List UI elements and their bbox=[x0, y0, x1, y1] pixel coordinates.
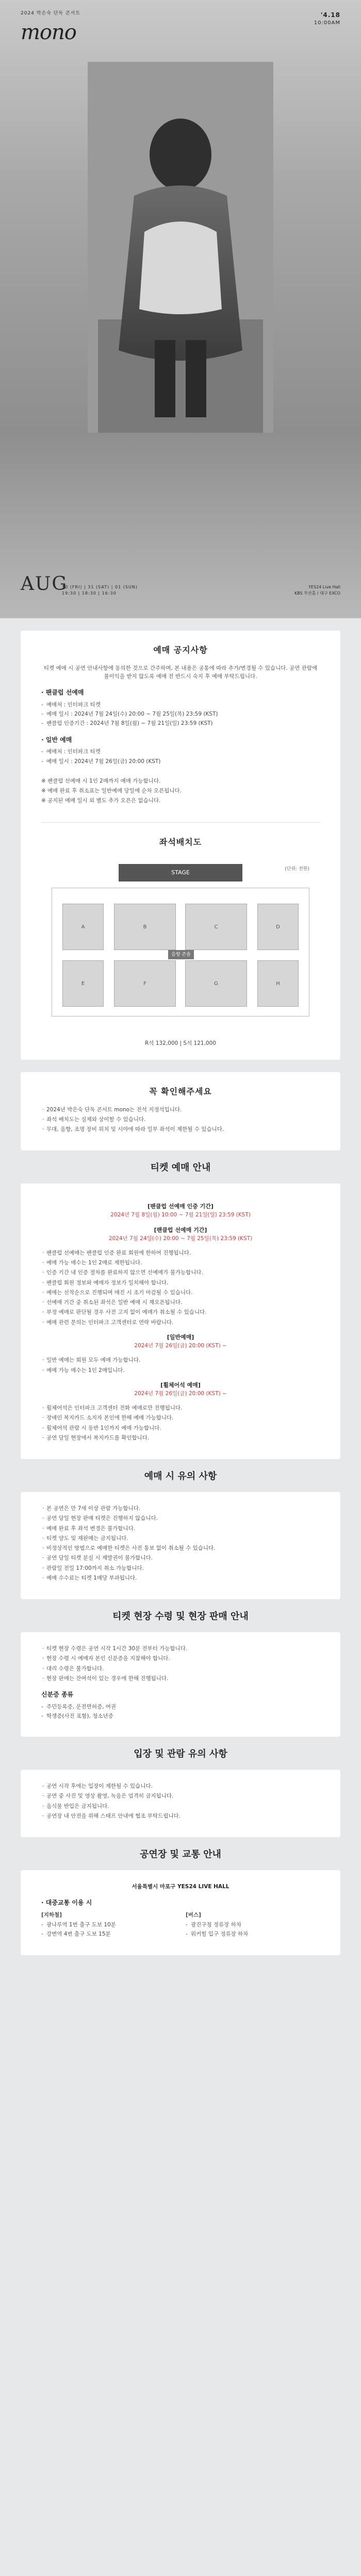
list-item: · 현장 수령 시 예매자 본인 신분증을 지참해야 합니다. bbox=[41, 1654, 320, 1663]
notice-title: 예매 공지사항 bbox=[153, 645, 208, 655]
list-item: · 대리 수령은 불가합니다. bbox=[41, 1665, 320, 1673]
list-item: - 주민등록증, 운전면허증, 여권 bbox=[41, 1703, 320, 1711]
seat-block[interactable]: A bbox=[62, 904, 104, 950]
subway-heading: [지하철] bbox=[41, 1911, 62, 1918]
entry-box bbox=[21, 1770, 340, 1837]
list-item: - 예매처 : 인터파크 티켓 bbox=[41, 701, 320, 709]
fc-auth-period: [팬클럽 선예매 인증 기간] 2024년 7월 8일(월) 10:00 ~ 7월 21일(일) 23:59 (KST) bbox=[110, 1203, 251, 1218]
list-item: · 휠체어석은 인터파크 고객센터 전화 예매로만 진행됩니다. bbox=[41, 1404, 320, 1412]
list-item: · 공연장 내 안전을 위해 스태프 안내에 협조 부탁드립니다. bbox=[41, 1812, 320, 1820]
list-item: - 광나루역 1번 출구 도보 10분 bbox=[41, 1921, 175, 1929]
notice-intro: 티켓 예매 시 공연 안내사항에 동의한 것으로 간주하며, 본 내용은 공통에 따라 추가/변경될 수 있습니다. 공연 관람에 불이익을 받지 않도록 예매 전 반드시 숙지 후 예매 부탁드립니다. bbox=[43, 665, 318, 680]
artist-photo bbox=[88, 62, 273, 433]
concert-logo: mono bbox=[21, 21, 76, 44]
list-item: · 예매 가능 매수는 1인 2매로 제한됩니다. bbox=[41, 1259, 320, 1267]
list-item: - 팬클럽 인증기간 : 2024년 7월 8일(월) ~ 7월 21일(일) 23:59 (KST) bbox=[41, 719, 320, 727]
list-item: · 좌석 배치도는 실제와 상이할 수 있습니다. bbox=[41, 1115, 320, 1124]
list-item: · 예매 완료 후 좌석 변경은 불가합니다. bbox=[41, 1524, 320, 1533]
hero-poster bbox=[0, 0, 361, 618]
list-item: · 공연 당일 티켓 분실 시 재발권이 불가합니다. bbox=[41, 1554, 320, 1562]
venue-info: YES24 Live Hall KBS 부산홀 / 대구 EXCO bbox=[294, 585, 340, 596]
concert-tag: 2024 박은숙 단독 콘서트 bbox=[21, 11, 81, 16]
list-item: - 학생증(사진 포함), 청소년증 bbox=[41, 1712, 320, 1720]
mixer-console: 음향 콘솔 bbox=[168, 950, 194, 959]
list-item: · 일반 예매는 회원 모두 예매 가능합니다. bbox=[41, 1356, 320, 1364]
list-item: · 비정상적인 방법으로 예매한 티켓은 사전 통보 없이 취소될 수 있습니다. bbox=[41, 1544, 320, 1552]
list-item: · 부정 예매로 판단될 경우 사전 고지 없이 예매가 취소될 수 있습니다. bbox=[41, 1308, 320, 1316]
seat-block[interactable]: G bbox=[185, 960, 247, 1007]
list-item: · 2024년 박은숙 단독 콘서트 mono는 전석 지정석입니다. bbox=[41, 1106, 320, 1114]
seat-block[interactable]: B bbox=[114, 904, 176, 950]
presale-heading: · 팬클럽 선예매 bbox=[41, 689, 84, 697]
transport-title: 공연장 및 교통 안내 bbox=[140, 1849, 221, 1860]
list-item: · 현장 판매는 잔여석이 있는 경우에 한해 진행됩니다. bbox=[41, 1674, 320, 1683]
transport-box bbox=[21, 1870, 340, 1955]
list-item: · 무대, 음향, 조명 장비 위치 및 시야에 따라 일부 좌석이 제한될 수 있습니다. bbox=[41, 1125, 320, 1133]
list-item: ※ 팬클럽 선예매 시 1인 2매까지 예매 가능합니다. bbox=[41, 777, 320, 785]
list-item: · 예매 수수료는 티켓 1매당 부과됩니다. bbox=[41, 1574, 320, 1582]
bus-heading: [버스] bbox=[186, 1911, 201, 1918]
list-item: - 예매처 : 인터파크 티켓 bbox=[41, 748, 320, 756]
list-item: · 선예매 기간 중 취소된 좌석은 일반 예매 시 재오픈됩니다. bbox=[41, 1298, 320, 1307]
ticket-title: 티켓 예매 안내 bbox=[150, 1162, 211, 1174]
show-dates: 30 (FRI) | 31 (SAT) | 01 (SUN) 19:30 | 18:30 | 16:30 bbox=[62, 585, 138, 596]
list-item: · 팬클럽 선예매는 팬클럽 인증 완료 회원에 한하여 진행됩니다. bbox=[41, 1249, 320, 1257]
seat-price-legend: R석 132,000 | S석 121,000 bbox=[145, 1040, 216, 1047]
seat-unit: (단위: 천원) bbox=[285, 867, 309, 872]
stage: STAGE bbox=[119, 864, 242, 882]
wheelchair-period: [휠체어석 예매] 2024년 7월 26일(금) 20:00 (KST) ~ bbox=[134, 1381, 227, 1397]
hall-outline bbox=[52, 888, 309, 1016]
caution-title: 예매 시 유의 사항 bbox=[144, 1471, 217, 1482]
list-item: · 티켓 양도 및 재판매는 금지됩니다. bbox=[41, 1534, 320, 1543]
list-item: - 광진구청 정류장 하차 bbox=[186, 1921, 320, 1929]
id-heading: 신분증 종류 bbox=[41, 1691, 74, 1699]
list-item: · 예매 관련 문의는 인터파크 고객센터로 연락 바랍니다. bbox=[41, 1318, 320, 1327]
list-item: · 공연 시작 후에는 입장이 제한될 수 있습니다. bbox=[41, 1782, 320, 1790]
list-item: · 공연 당일 현장에서 복지카드를 확인합니다. bbox=[41, 1434, 320, 1442]
seat-block[interactable]: D bbox=[257, 904, 299, 950]
transit-heading: · 대중교통 이용 시 bbox=[41, 1899, 92, 1907]
hero-footer bbox=[21, 563, 340, 604]
list-item: · 공연 당일 현장 판매 티켓은 진행하지 않습니다. bbox=[41, 1514, 320, 1522]
list-item: · 인증 기간 내 인증 절차를 완료하지 않으면 선예매가 불가능합니다. bbox=[41, 1268, 320, 1277]
general-heading: · 일반 예매 bbox=[41, 736, 72, 743]
list-item: · 티켓 현장 수령은 공연 시작 1시간 30분 전부터 가능합니다. bbox=[41, 1645, 320, 1653]
fc-presale-period: [팬클럽 선예매 기간] 2024년 7월 24일(수) 20:00 ~ 7월 25일(목) 23:59 (KST) bbox=[108, 1226, 253, 1242]
list-item: · 팬클럽 회원 정보와 예매자 정보가 일치해야 합니다. bbox=[41, 1279, 320, 1287]
month-label: AUG bbox=[21, 573, 68, 595]
hero-header bbox=[21, 9, 340, 44]
onsite-box bbox=[21, 1632, 340, 1737]
list-item: · 예매는 선착순으로 진행되며 매진 시 조기 마감될 수 있습니다. bbox=[41, 1289, 320, 1297]
list-item: ※ 공지된 예매 일시 외 별도 추가 오픈은 없습니다. bbox=[41, 796, 320, 805]
onsite-title: 티켓 현장 수령 및 현장 판매 안내 bbox=[112, 1611, 249, 1622]
venue-address: 서울특별시 마포구 YES24 LIVE HALL bbox=[132, 1884, 229, 1890]
list-item: - 강변역 4번 출구 도보 15분 bbox=[41, 1930, 175, 1938]
seat-notes-title: 꼭 확인해주세요 bbox=[149, 1086, 212, 1096]
list-item: · 휠체어석 관람 시 동반 1인까지 예매 가능합니다. bbox=[41, 1424, 320, 1432]
ticket-box bbox=[21, 1183, 340, 1459]
seat-block[interactable]: F bbox=[114, 960, 176, 1007]
list-item: · 장애인 복지카드 소지자 본인에 한해 예매 가능합니다. bbox=[41, 1414, 320, 1422]
list-item: · 공연 중 사진 및 영상 촬영, 녹음은 엄격히 금지됩니다. bbox=[41, 1792, 320, 1800]
list-item: - 워커힐 입구 정류장 하차 bbox=[186, 1930, 320, 1938]
list-item: - 예매 일시 : 2024년 7월 24일(수) 20:00 ~ 7월 25일(목) 23:59 (KST) bbox=[41, 710, 320, 718]
seatmap-title: 좌석배치도 bbox=[159, 837, 202, 847]
seat-block[interactable]: C bbox=[185, 904, 247, 950]
open-date: '4.18 10:00AM bbox=[314, 11, 340, 26]
list-item: · 관람일 전일 17:00까지 취소 가능합니다. bbox=[41, 1564, 320, 1572]
caution-box bbox=[21, 1492, 340, 1599]
notice-box bbox=[21, 631, 340, 1060]
seat-notes-box bbox=[21, 1072, 340, 1151]
seat-block[interactable]: H bbox=[257, 960, 299, 1007]
list-item: · 음식물 반입은 금지됩니다. bbox=[41, 1802, 320, 1810]
list-item: - 예매 일시 : 2024년 7월 26일(금) 20:00 (KST) bbox=[41, 757, 320, 766]
entry-title: 입장 및 관람 유의 사항 bbox=[134, 1749, 227, 1760]
seat-map bbox=[41, 859, 320, 1034]
general-period: [일반예매] 2024년 7월 26일(금) 20:00 (KST) ~ bbox=[134, 1333, 227, 1349]
list-item: ※ 예매 완료 후 취소표는 일반예매 당일에 순차 오픈됩니다. bbox=[41, 787, 320, 795]
list-item: · 본 공연은 만 7세 이상 관람 가능합니다. bbox=[41, 1504, 320, 1513]
seat-block[interactable]: E bbox=[62, 960, 104, 1007]
list-item: · 예매 가능 매수는 1인 2매입니다. bbox=[41, 1366, 320, 1375]
